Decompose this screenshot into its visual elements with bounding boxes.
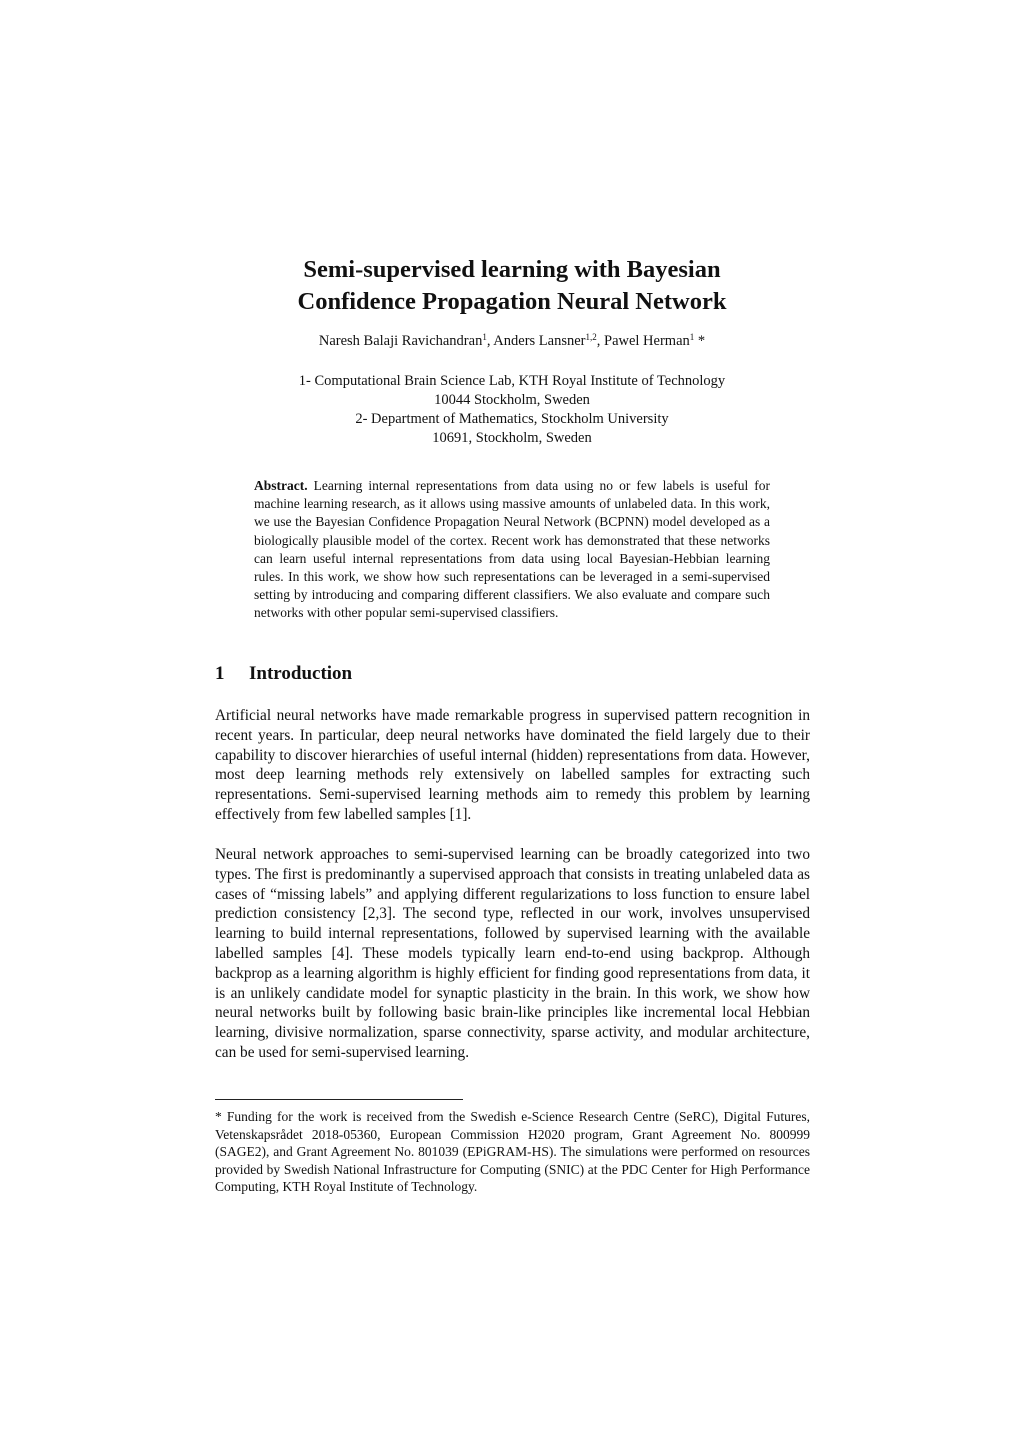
- abstract: [254, 477, 770, 623]
- affiliation-line: 1- Computational Brain Science Lab, KTH Royal Institute of Technology: [298, 373, 726, 389]
- section-title: Introduction: [249, 663, 353, 684]
- section-number: 1: [215, 663, 225, 684]
- affiliation-line: 10044 Stockholm, Sweden: [434, 392, 590, 408]
- author-separator: ,: [596, 333, 604, 349]
- abstract-text: Learning internal representations from data using no or few labels is useful for machine learning research, as it allows using massive amounts of unlabeled data. In this work, we use the Bayesian Confidence Propagation Neural Network (BCPNN) model developed as a biologically plausible model of the cortex. Recent work has demonstrated that these networks can learn useful internal representations from data using local Bayesian-Hebbian learning rules. In this work, we show how such representations can be leveraged in a semi-supervised setting by introducing and comparing different classifiers. We also evaluate and compare such networks with other popular semi-supervised classifiers.: [254, 478, 770, 621]
- author-name: Pawel Herman: [604, 333, 690, 349]
- title-line-1: Semi-supervised learning with Bayesian: [303, 256, 721, 283]
- intro-paragraph-1: Artificial neural networks have made remarkable progress in supervised pattern recognition in recent years. In particular, deep neural networks have dominated the field largely due to their capability to discover hierarchies of useful internal (hidden) representations from data. However, most deep learning methods rely extensively on labelled samples for extracting such representations. Semi-supervised learning methods aim to remedy this problem by learning effectively from few labelled samples [1].: [215, 707, 810, 823]
- author-separator: ,: [486, 333, 494, 349]
- affiliation-marker: 1: [482, 332, 487, 342]
- affiliations: [0, 372, 1024, 448]
- affiliation-line: 2- Department of Mathematics, Stockholm University: [355, 411, 669, 427]
- section-heading-introduction: [215, 661, 352, 687]
- funding-footnote: * Funding for the work is received from the Swedish e-Science Research Centre (SeRC), Digital Futures, Vetenskapsrådet 2018-05360, European Commission H2020 program, Grant Agreement No. 800999 (SAGE2), and Grant Agreement No. 801039 (EPiGRAM-HS). The simulations were performed on resources provided by Swedish National Infrastructure for Computing (SNIC) at the PDC Center for High Performance Computing, KTH Royal Institute of Technology.: [215, 1109, 810, 1195]
- abstract-label: Abstract.: [254, 478, 308, 493]
- footnote-rule: [215, 1099, 463, 1100]
- footnote-marker: *: [694, 333, 706, 349]
- title-line-2: Confidence Propagation Neural Network: [297, 288, 727, 315]
- affiliation-line: 10691, Stockholm, Sweden: [432, 430, 592, 446]
- author-name: Anders Lansner: [493, 333, 586, 349]
- author-list: [0, 331, 1024, 351]
- intro-paragraph-2: Neural network approaches to semi-supervised learning can be broadly categorized into two types. The first is predominantly a supervised approach that consists in treating unlabeled data as cases of “missing labels” and applying different regularizations to loss function to ensure label prediction consistency [2,3]. The second type, reflected in our work, involves unsupervised learning to build internal representations, followed by supervised learning with the available labelled samples [4]. These models typically learn end-to-end using backprop. Although backprop as a learning algorithm is highly efficient for finding good representations from data, it is an unlikely candidate model for synaptic plasticity in the brain. In this work, we show how neural networks built by following basic brain-like principles like incremental local Hebbian learning, divisive normalization, sparse connectivity, sparse activity, and modular architecture, can be used for semi-supervised learning.: [215, 846, 810, 1061]
- author-name: Naresh Balaji Ravichandran: [318, 333, 483, 349]
- paper-title: [0, 254, 1024, 318]
- affiliation-marker: 1,2: [585, 332, 597, 342]
- affiliation-marker: 1: [689, 332, 695, 342]
